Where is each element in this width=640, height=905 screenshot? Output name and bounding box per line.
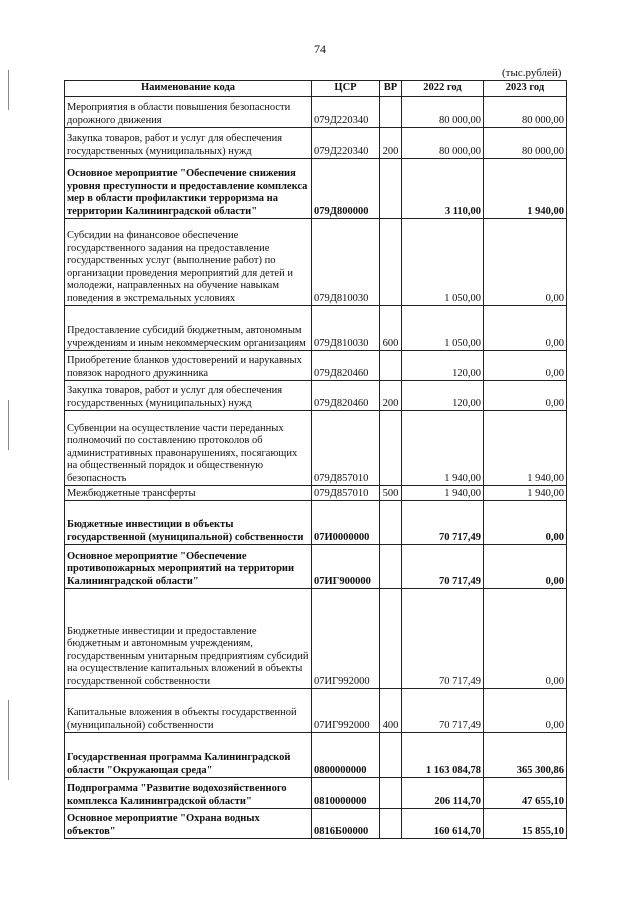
row-value-2022: 1 050,00 (402, 219, 484, 306)
row-csr: 07ИГ900000 (312, 545, 380, 589)
row-vr (380, 411, 402, 486)
row-name: Субсидии на финансовое обеспечение государственного задания на предоставление государственных услуг (выполнение работ) по организации проведения мероприятий для детей и молодежи, направленных на обучение навыкам поведения в экстремальных условиях (65, 219, 312, 306)
table-row (65, 733, 567, 778)
row-name: Основное мероприятие "Охрана водных объектов" (65, 809, 312, 839)
table-row (65, 411, 567, 486)
row-csr: 079Д857010 (312, 486, 380, 501)
table-body (65, 97, 567, 839)
row-value-2022: 160 614,70 (402, 809, 484, 839)
row-vr (380, 589, 402, 689)
table-row (65, 589, 567, 689)
row-value-2022: 70 717,49 (402, 589, 484, 689)
row-vr (380, 159, 402, 219)
row-csr: 079Д820460 (312, 381, 380, 411)
row-name: Подпрограмма "Развитие водохозяйственного комплекса Калининградской области" (65, 778, 312, 809)
table-row (65, 778, 567, 809)
row-value-2022: 1 050,00 (402, 306, 484, 351)
row-name: Бюджетные инвестиции в объекты государственной (муниципальной) собственности (65, 501, 312, 545)
table-row (65, 219, 567, 306)
row-vr: 600 (380, 306, 402, 351)
column-header-2022: 2022 год (402, 81, 484, 97)
row-value-2022: 1 940,00 (402, 411, 484, 486)
row-csr: 0810000000 (312, 778, 380, 809)
row-value-2023: 0,00 (484, 351, 567, 381)
row-value-2022: 120,00 (402, 351, 484, 381)
table-row (65, 486, 567, 501)
row-vr: 400 (380, 689, 402, 733)
column-header-csr: ЦСР (312, 81, 380, 97)
row-value-2023: 80 000,00 (484, 128, 567, 159)
row-value-2022: 120,00 (402, 381, 484, 411)
row-csr: 079Д810030 (312, 219, 380, 306)
row-csr: 0800000000 (312, 733, 380, 778)
row-csr: 07И0000000 (312, 501, 380, 545)
row-value-2023: 0,00 (484, 381, 567, 411)
row-csr: 079Д810030 (312, 306, 380, 351)
row-value-2023: 1 940,00 (484, 486, 567, 501)
row-name: Предоставление субсидий бюджетным, автономным учреждениям и иным некоммерческим организациям (65, 306, 312, 351)
row-csr: 079Д857010 (312, 411, 380, 486)
units-label: (тыс.рублей) (502, 67, 562, 79)
row-name: Мероприятия в области повышения безопасности дорожного движения (65, 97, 312, 128)
row-value-2023: 0,00 (484, 689, 567, 733)
table-row (65, 809, 567, 839)
row-value-2022: 206 114,70 (402, 778, 484, 809)
row-csr: 07ИГ992000 (312, 689, 380, 733)
row-vr (380, 545, 402, 589)
row-value-2022: 70 717,49 (402, 501, 484, 545)
row-vr (380, 351, 402, 381)
row-name: Бюджетные инвестиции и предоставление бюджетным и автономным учреждениям, государственным унитарным предприятиям субсидий на осуществление капитальных вложений в объекты государственной собственности (65, 589, 312, 689)
page-number: 74 (314, 42, 326, 56)
row-name: Субвенции на осуществление части переданных полномочий по составлению протоколов об административных правонарушениях, посягающих на общественный порядок и общественную безопасность (65, 411, 312, 486)
row-vr (380, 733, 402, 778)
row-value-2023: 0,00 (484, 501, 567, 545)
column-header-name: Наименование кода (65, 81, 312, 97)
table-row (65, 689, 567, 733)
row-value-2023: 0,00 (484, 589, 567, 689)
table-row (65, 128, 567, 159)
row-vr (380, 501, 402, 545)
row-value-2023: 365 300,86 (484, 733, 567, 778)
row-value-2022: 80 000,00 (402, 97, 484, 128)
row-name: Межбюджетные трансферты (65, 486, 312, 501)
row-name: Основное мероприятие "Обеспечение снижения уровня преступности и предоставление комплекса мер в области профилактики терроризма на территории Калининградской области" (65, 159, 312, 219)
table-row (65, 351, 567, 381)
row-value-2022: 70 717,49 (402, 545, 484, 589)
left-margin-mark (8, 700, 9, 780)
left-margin-mark (8, 400, 9, 450)
row-value-2022: 70 717,49 (402, 689, 484, 733)
row-name: Государственная программа Калининградской области "Окружающая среда" (65, 733, 312, 778)
row-csr: 07ИГ992000 (312, 589, 380, 689)
left-margin-mark (8, 70, 9, 110)
row-value-2023: 47 655,10 (484, 778, 567, 809)
row-vr (380, 778, 402, 809)
row-value-2023: 0,00 (484, 219, 567, 306)
row-value-2022: 3 110,00 (402, 159, 484, 219)
row-vr (380, 97, 402, 128)
row-value-2023: 80 000,00 (484, 97, 567, 128)
budget-table (64, 80, 567, 839)
row-name: Приобретение бланков удостоверений и нарукавных повязок народного дружинника (65, 351, 312, 381)
table-header-row (65, 81, 567, 97)
row-name: Капитальные вложения в объекты государственной (муниципальной) собственности (65, 689, 312, 733)
row-value-2023: 1 940,00 (484, 411, 567, 486)
row-vr: 500 (380, 486, 402, 501)
row-name: Закупка товаров, работ и услуг для обеспечения государственных (муниципальных) нужд (65, 128, 312, 159)
row-vr: 200 (380, 128, 402, 159)
table-row (65, 381, 567, 411)
table-row (65, 159, 567, 219)
row-csr: 079Д220340 (312, 97, 380, 128)
row-value-2023: 0,00 (484, 545, 567, 589)
table-row (65, 545, 567, 589)
row-value-2022: 80 000,00 (402, 128, 484, 159)
row-csr: 0816Б00000 (312, 809, 380, 839)
table-row (65, 306, 567, 351)
row-csr: 079Д220340 (312, 128, 380, 159)
column-header-vr: ВР (380, 81, 402, 97)
row-csr: 079Д820460 (312, 351, 380, 381)
row-vr: 200 (380, 381, 402, 411)
row-value-2022: 1 163 084,78 (402, 733, 484, 778)
row-value-2023: 0,00 (484, 306, 567, 351)
row-csr: 079Д800000 (312, 159, 380, 219)
row-value-2023: 1 940,00 (484, 159, 567, 219)
table-row (65, 501, 567, 545)
column-header-2023: 2023 год (484, 81, 567, 97)
table-row (65, 97, 567, 128)
row-name: Закупка товаров, работ и услуг для обеспечения государственных (муниципальных) нужд (65, 381, 312, 411)
row-name: Основное мероприятие "Обеспечение противопожарных мероприятий на территории Калининградской области" (65, 545, 312, 589)
row-vr (380, 219, 402, 306)
row-value-2022: 1 940,00 (402, 486, 484, 501)
row-vr (380, 809, 402, 839)
row-value-2023: 15 855,10 (484, 809, 567, 839)
